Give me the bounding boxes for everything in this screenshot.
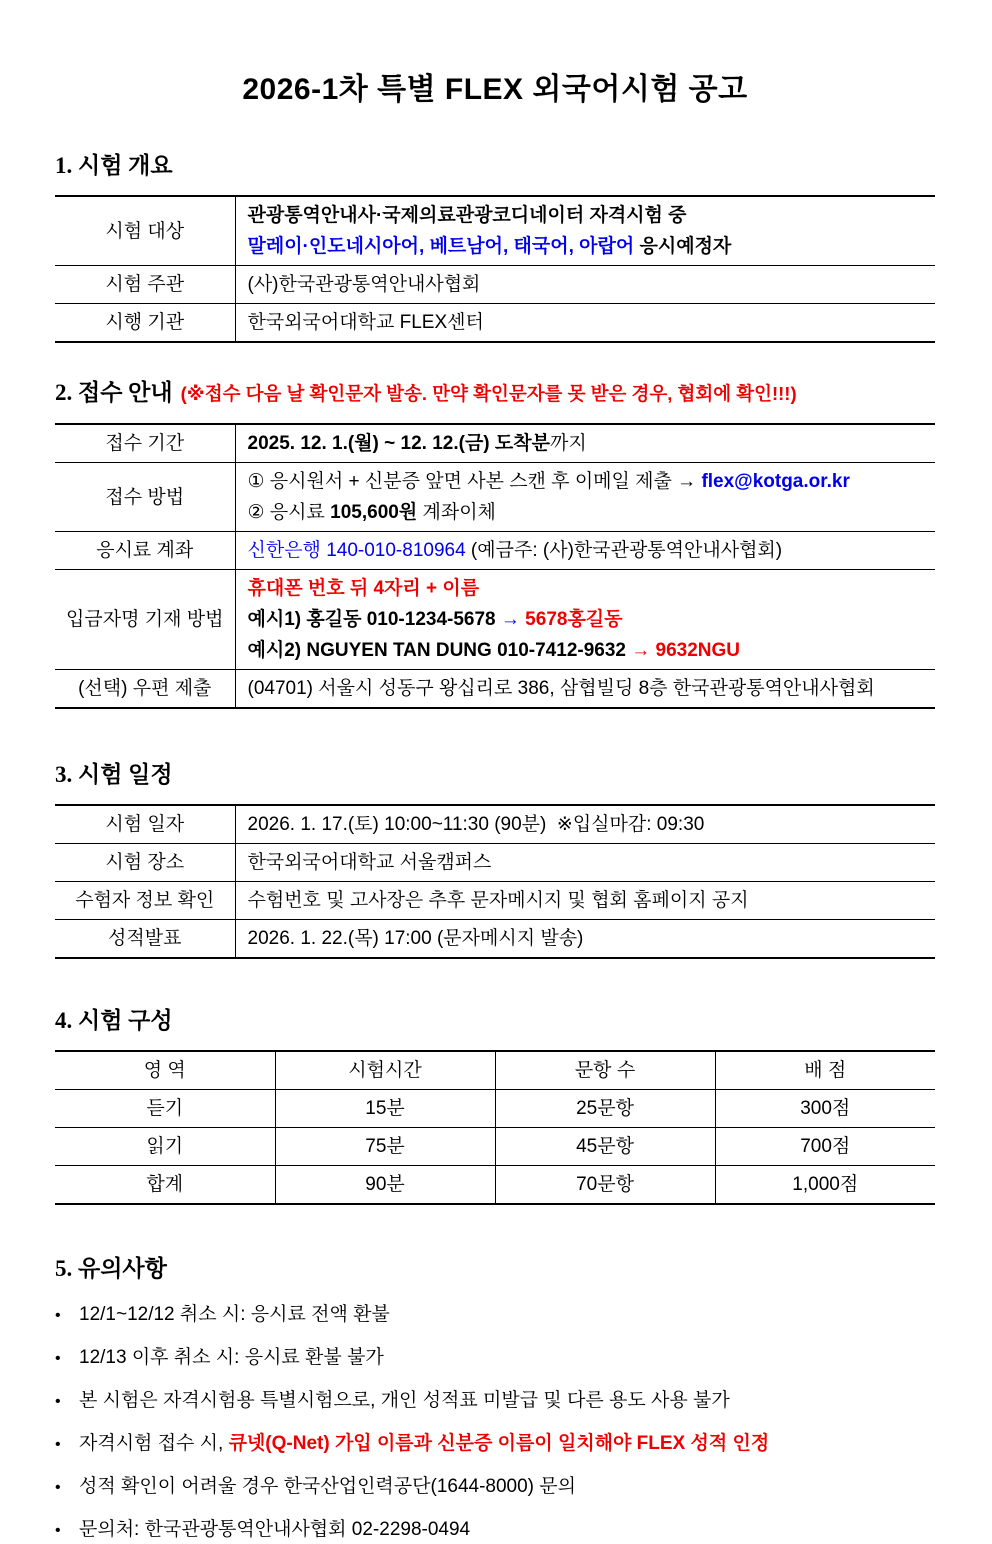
account-value — [235, 532, 935, 570]
exam-overview-table — [55, 195, 935, 343]
method-line1 — [248, 466, 928, 497]
section-schedule — [55, 761, 935, 959]
list-item — [55, 1430, 935, 1458]
table-row — [55, 1166, 935, 1205]
section-notes — [55, 1255, 935, 1544]
bullet-icon: • — [55, 1479, 61, 1496]
email-link[interactable]: flex@kotga.or.kr — [701, 471, 850, 492]
table-row — [55, 882, 935, 920]
bullet-icon: • — [55, 1350, 61, 1367]
account-label: 응시료 계좌 — [55, 532, 235, 570]
cell-questions: 25문항 — [495, 1090, 715, 1128]
text-segment: 5678홍길동 — [519, 609, 623, 630]
exam-target-value — [235, 196, 935, 266]
list-item — [55, 1516, 935, 1544]
cell-questions: 70문항 — [495, 1166, 715, 1205]
exam-target-line2 — [248, 231, 928, 262]
column-header: 문항 수 — [495, 1051, 715, 1090]
cell-duration: 15분 — [275, 1090, 495, 1128]
method-label: 접수 방법 — [55, 463, 235, 532]
section2-heading-text: 2. 접수 안내 — [55, 380, 173, 405]
section-registration — [55, 379, 935, 709]
exam-date-value: 2026. 1. 17.(토) 10:00~11:30 (90분) ※입실마감: 09:30 — [247, 814, 705, 835]
mail-label: (선택) 우편 제출 — [55, 670, 235, 709]
exam-organizer-value: (사)한국관광통역안내사협회 — [235, 266, 935, 304]
table-row — [55, 1128, 935, 1166]
note-text: 12/1~12/12 취소 시: 응시료 전액 환불 — [79, 1304, 390, 1325]
period-label: 접수 기간 — [55, 424, 235, 463]
results-value: 2026. 1. 22.(목) 17:00 (문자메시지 발송) — [235, 920, 935, 959]
cell-area: 합계 — [55, 1166, 275, 1205]
table-row — [55, 463, 935, 532]
table-row — [55, 424, 935, 463]
bullet-icon: • — [55, 1393, 61, 1410]
table-row — [55, 670, 935, 709]
method-value — [235, 463, 935, 532]
section-composition — [55, 1007, 935, 1205]
bullet-icon: • — [55, 1436, 61, 1453]
text-segment: 휴대폰 번호 뒤 4자리 + 이름 — [247, 578, 480, 599]
note-text: 자격시험 접수 시, — [79, 1433, 229, 1454]
text-segment: 까지 — [549, 433, 587, 454]
note-text: 본 시험은 자격시험용 특별시험으로, 개인 성적표 미발급 및 다른 용도 사용 불가 — [79, 1390, 730, 1411]
list-item — [55, 1344, 935, 1372]
cell-area: 읽기 — [55, 1128, 275, 1166]
section1-heading: 1. 시험 개요 — [55, 153, 173, 178]
depositor-example2 — [248, 635, 928, 666]
note-text: 문의처: 한국관광통역안내사협회 02-2298-0494 — [79, 1519, 471, 1540]
cell-points: 1,000점 — [715, 1166, 935, 1205]
results-label: 성적발표 — [55, 920, 235, 959]
cell-questions: 45문항 — [495, 1128, 715, 1166]
table-row — [55, 266, 935, 304]
depositor-example1 — [248, 604, 928, 635]
text-segment: ① 응시원서 + 신분증 앞면 사본 스캔 후 이메일 제출 → — [247, 471, 702, 492]
note-text: 성적 확인이 어려울 경우 한국산업인력공단(1644-8000) 문의 — [79, 1476, 576, 1497]
exam-operator-value: 한국외국어대학교 FLEX센터 — [235, 304, 935, 343]
table-row — [55, 532, 935, 570]
cell-duration: 90분 — [275, 1166, 495, 1205]
registration-table — [55, 423, 935, 709]
table-row — [55, 1090, 935, 1128]
schedule-table — [55, 804, 935, 959]
cell-points: 700점 — [715, 1128, 935, 1166]
column-header: 배 점 — [715, 1051, 935, 1090]
text-segment: 계좌이체 — [417, 502, 496, 523]
text-segment: (예금주: (사)한국관광통역안내사협회) — [465, 540, 783, 561]
depositor-line1 — [248, 573, 928, 604]
table-row — [55, 844, 935, 882]
list-item — [55, 1301, 935, 1329]
text-segment: 2025. 12. 1.(월) ~ 12. 12.(금) 도착분 — [247, 433, 550, 454]
cell-duration: 75분 — [275, 1128, 495, 1166]
exam-place-label: 시험 장소 — [55, 844, 235, 882]
depositor-label: 입금자명 기재 방법 — [55, 570, 235, 670]
text-segment: 예시1) 홍길동 010-1234-5678 — [247, 609, 501, 630]
list-item — [55, 1473, 935, 1501]
note-text: 12/13 이후 취소 시: 응시료 환불 불가 — [79, 1347, 384, 1368]
exam-place-value: 한국외국어대학교 서울캠퍼스 — [235, 844, 935, 882]
fee-amount: 105,600원 — [330, 502, 418, 523]
section5-heading: 5. 유의사항 — [55, 1256, 167, 1281]
text-segment: 응시예정자 — [634, 236, 732, 257]
section2-heading-note: (※접수 다음 날 확인문자 발송. 만약 확인문자를 못 받은 경우, 협회에 확인!!!) — [180, 383, 797, 404]
exam-target-label: 시험 대상 — [55, 196, 235, 266]
text-segment: ② 응시료 — [247, 502, 331, 523]
arrow-icon: → — [500, 609, 520, 630]
section2-heading — [55, 379, 935, 408]
text-segment: 9632NGU — [650, 640, 741, 661]
exam-target-line1 — [248, 200, 928, 231]
depositor-value — [235, 570, 935, 670]
arrow-icon: → — [631, 640, 651, 661]
list-item — [55, 1387, 935, 1415]
examinee-info-value: 수험번호 및 고사장은 추후 문자메시지 및 협회 홈페이지 공지 — [235, 882, 935, 920]
exam-date-label: 시험 일자 — [55, 805, 235, 844]
mail-value: (04701) 서울시 성동구 왕십리로 386, 삼협빌딩 8층 한국관광통역안내사협회 — [235, 670, 935, 709]
exam-operator-label: 시행 기관 — [55, 304, 235, 343]
composition-table — [55, 1050, 935, 1205]
document-title: 2026-1차 특별 FLEX 외국어시험 공고 — [242, 73, 748, 106]
language-list: 말레이·인도네시아어, 베트남어, 태국어, 아랍어 — [247, 236, 635, 257]
table-header-row — [55, 1051, 935, 1090]
text-segment: 관광통역안내사·국제의료관광코디네이터 자격시험 중 — [247, 205, 687, 226]
column-header: 영 역 — [143, 1060, 186, 1081]
examinee-info-label: 수험자 정보 확인 — [55, 882, 235, 920]
cell-points: 300점 — [715, 1090, 935, 1128]
method-line2 — [248, 497, 928, 528]
column-header: 시험시간 — [275, 1051, 495, 1090]
cell-area: 듣기 — [55, 1090, 275, 1128]
table-row — [55, 304, 935, 343]
bank-account: 신한은행 140-010-810964 — [247, 540, 466, 561]
section3-heading: 3. 시험 일정 — [55, 762, 173, 787]
table-row — [55, 920, 935, 959]
table-row — [55, 196, 935, 266]
table-row — [55, 805, 935, 844]
text-segment: 예시2) NGUYEN TAN DUNG 010-7412-9632 — [247, 640, 632, 661]
note-highlight: 큐넷(Q-Net) 가입 이름과 신분증 이름이 일치해야 FLEX 성적 인정 — [228, 1433, 770, 1454]
section-exam-overview — [55, 152, 935, 343]
bullet-icon: • — [55, 1307, 61, 1324]
notes-list — [55, 1301, 935, 1544]
table-row — [55, 570, 935, 670]
period-value — [235, 424, 935, 463]
bullet-icon: • — [55, 1522, 61, 1539]
section4-heading: 4. 시험 구성 — [55, 1008, 173, 1033]
exam-organizer-label: 시험 주관 — [55, 266, 235, 304]
